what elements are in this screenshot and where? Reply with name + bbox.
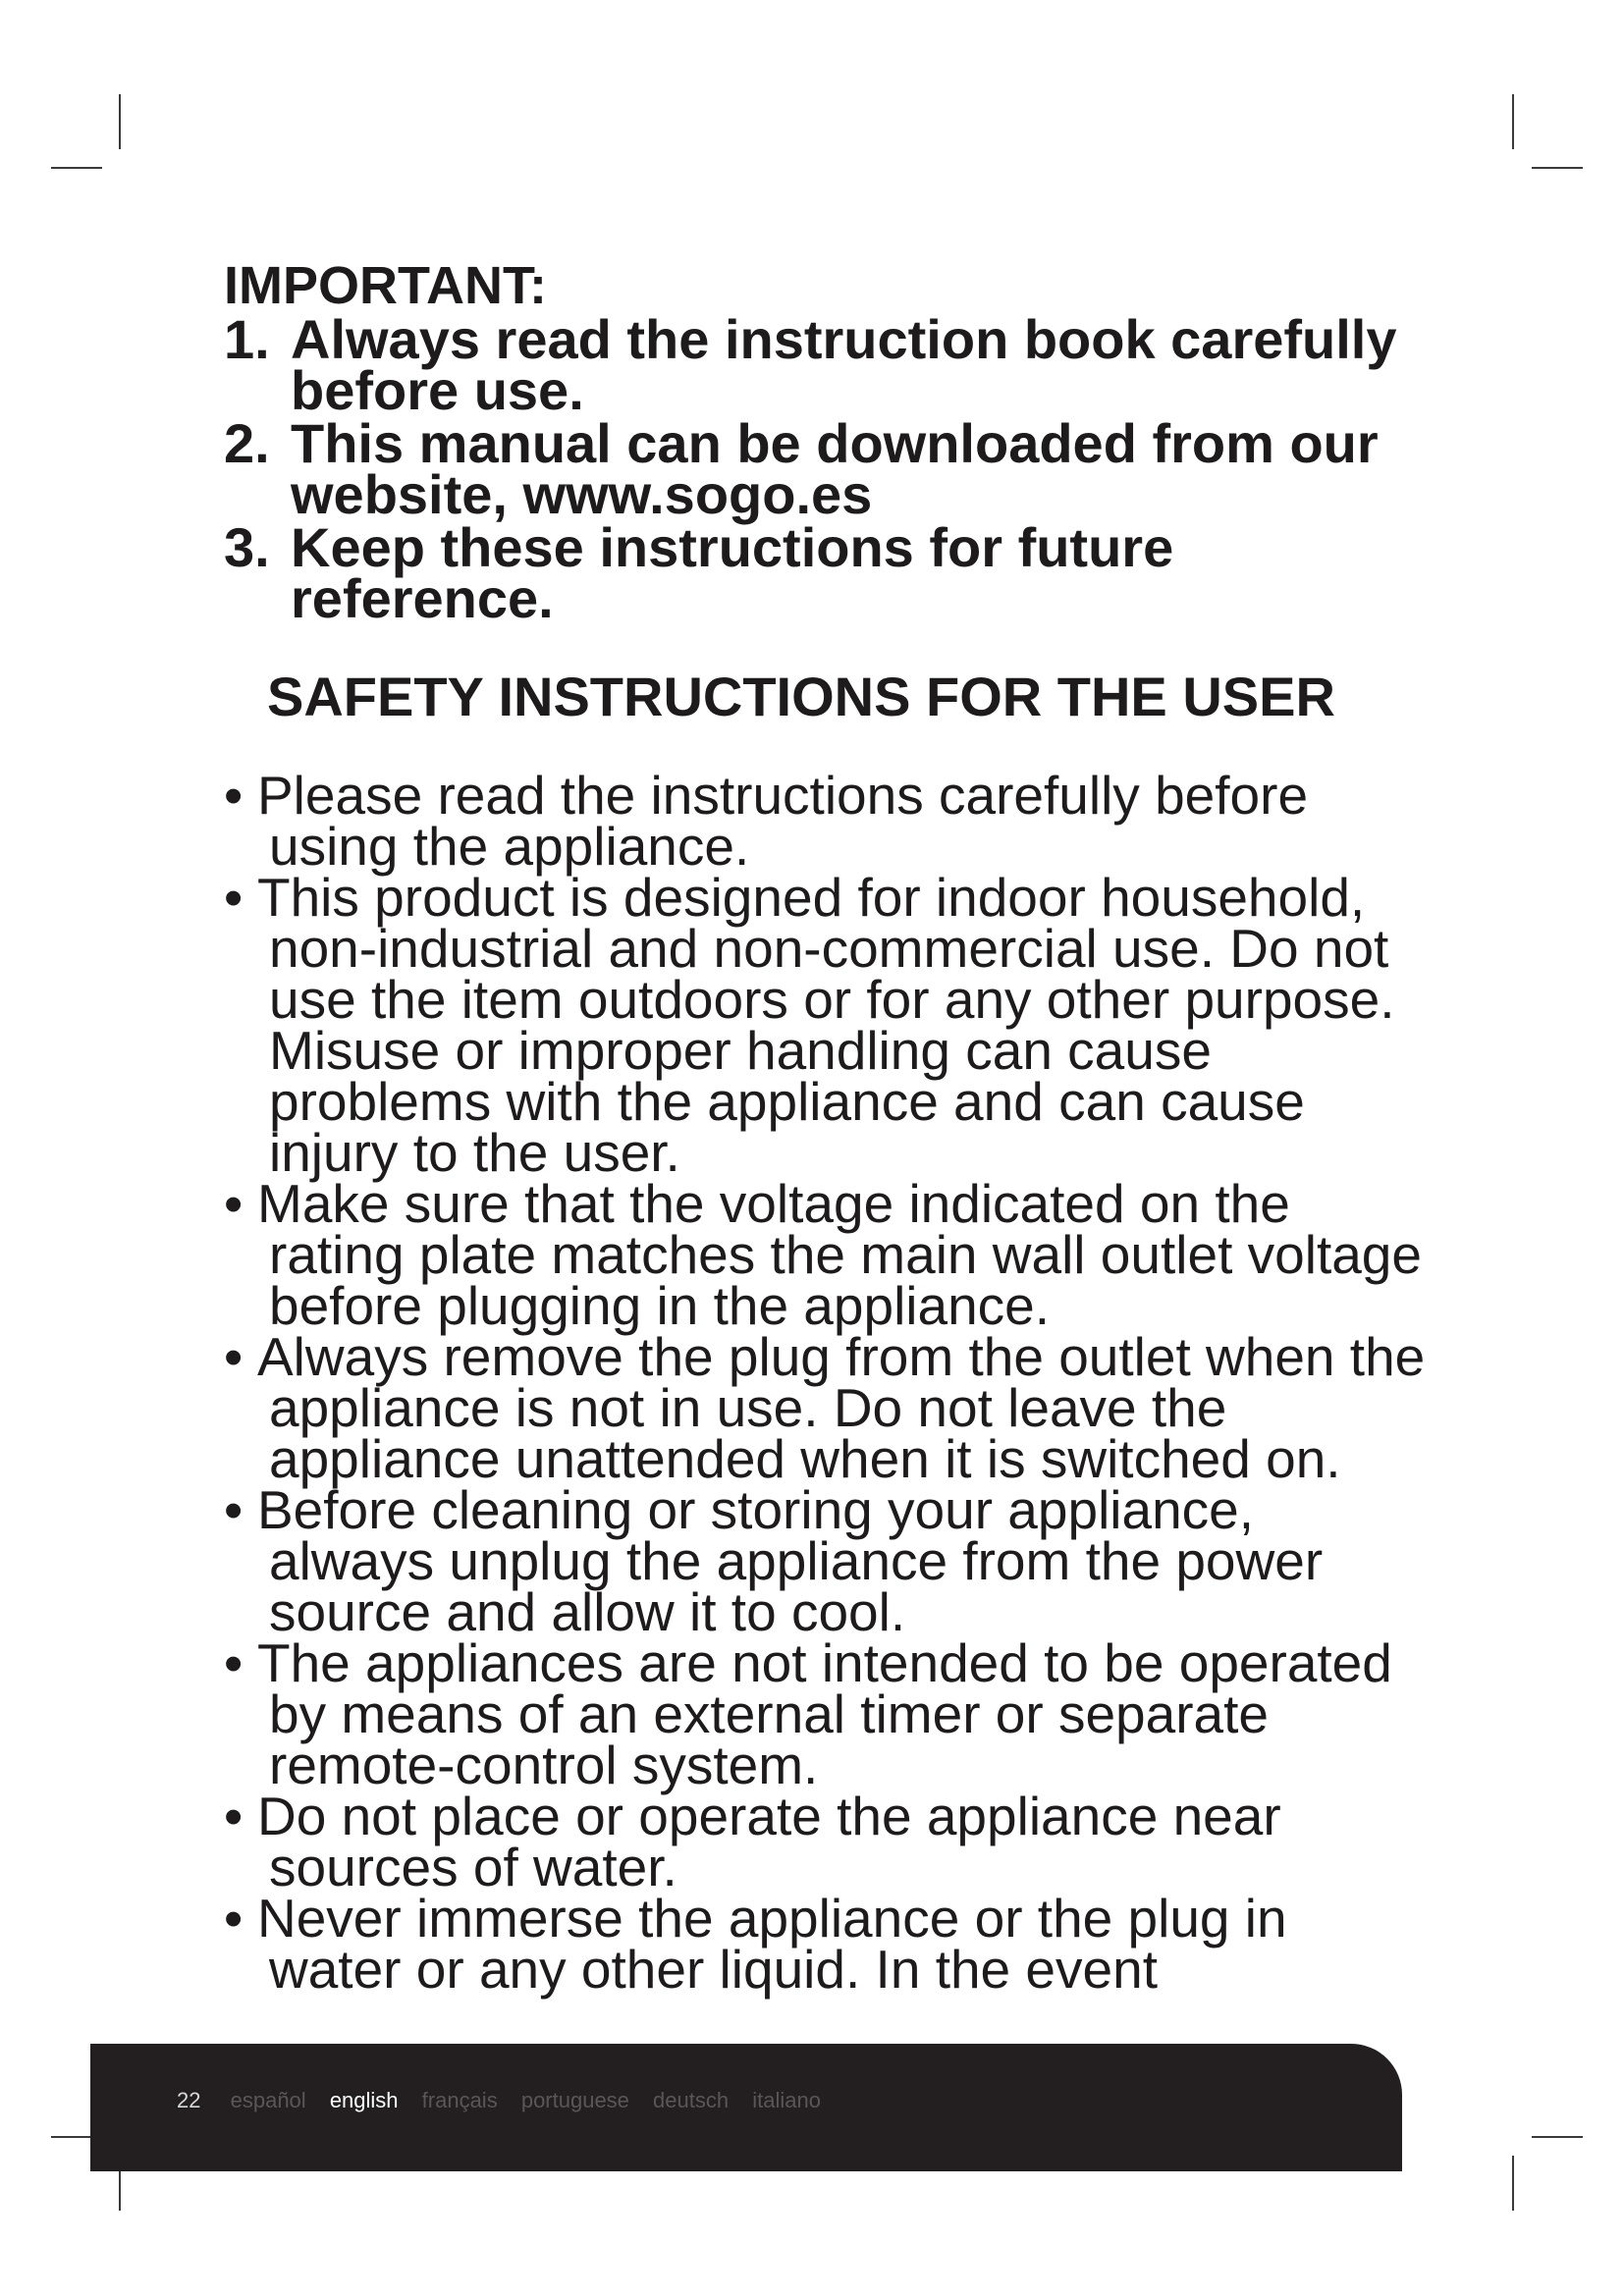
- bullet-dot-icon: •: [224, 867, 244, 928]
- bullet-dot-icon: •: [224, 1632, 244, 1693]
- language-tab-italiano: italiano: [752, 2088, 821, 2112]
- safety-bullet: [224, 1326, 1432, 1489]
- important-item-number: 3.: [224, 516, 270, 578]
- safety-bullet-text: Always remove the plug from the outlet when the appliance is not in use. Do not leave the appliance unattended when it is switched on.: [257, 1326, 1426, 1489]
- language-tab-portuguese: portuguese: [520, 2088, 629, 2112]
- safety-bullet: [224, 765, 1432, 877]
- language-tab-francais: français: [421, 2088, 498, 2112]
- language-tab-deutsch: deutsch: [653, 2088, 730, 2112]
- safety-bullet-text: Make sure that the voltage indicated on the rating plate matches the main wall outlet voltage before plugging in the appliance.: [257, 1173, 1422, 1336]
- safety-bullet: [224, 867, 1432, 1183]
- crop-mark-top-right-horizontal: [1532, 167, 1583, 169]
- safety-bullet: [224, 1632, 1432, 1795]
- bullet-dot-icon: •: [224, 1888, 244, 1949]
- safety-bullet-text: The appliances are not intended to be operated by means of an external timer or separate remote-control system.: [257, 1632, 1392, 1795]
- crop-mark-top-left-vertical: [119, 94, 121, 149]
- important-item-number: 2.: [224, 412, 270, 474]
- important-heading: IMPORTANT:: [224, 256, 547, 315]
- safety-bullet-text: This product is designed for indoor household, non-industrial and non-commercial use. Do not use the item outdoors or for any other purpose. Misuse or improper handling can cause problems with the appliance and can cause injury to the user.: [257, 867, 1395, 1183]
- safety-bullet-list: [224, 765, 1432, 2000]
- bullet-dot-icon: •: [224, 1173, 244, 1234]
- important-item: [224, 516, 1432, 629]
- safety-bullet-text: Never immerse the appliance or the plug in water or any other liquid. In the event: [257, 1888, 1287, 2000]
- page-number: 22: [177, 2088, 201, 2112]
- crop-mark-top-right-vertical: [1512, 94, 1514, 149]
- bullet-dot-icon: •: [224, 1479, 244, 1540]
- bullet-dot-icon: •: [224, 1786, 244, 1846]
- crop-mark-bottom-right-vertical: [1512, 2156, 1514, 2211]
- important-item-text: This manual can be downloaded from our website, www.sogo.es: [291, 412, 1379, 525]
- footer-band: [90, 2044, 1402, 2171]
- safety-bullet: [224, 1888, 1432, 2000]
- safety-bullet-text: Do not place or operate the appliance near sources of water.: [257, 1786, 1281, 1897]
- safety-heading: SAFETY INSTRUCTIONS FOR THE USER: [267, 666, 1335, 727]
- important-list: [224, 308, 1432, 629]
- crop-mark-top-left-horizontal: [51, 167, 102, 169]
- language-tab-english: english: [329, 2088, 399, 2112]
- important-item-text: Keep these instructions for future reference.: [291, 516, 1174, 629]
- language-tab-espanol: español: [230, 2088, 306, 2112]
- footer-row: [177, 2087, 839, 2114]
- safety-bullet-text: Please read the instructions carefully before using the appliance.: [257, 765, 1309, 877]
- crop-mark-bottom-right-horizontal: [1532, 2136, 1583, 2138]
- important-item-number: 1.: [224, 308, 270, 370]
- important-item: [224, 412, 1432, 525]
- important-item: [224, 308, 1432, 421]
- page-content: [224, 256, 1432, 2000]
- important-item-text: Always read the instruction book carefully before use.: [291, 308, 1397, 421]
- safety-bullet: [224, 1173, 1432, 1336]
- bullet-dot-icon: •: [224, 765, 244, 826]
- safety-bullet: [224, 1479, 1432, 1642]
- safety-bullet-text: Before cleaning or storing your appliance, always unplug the appliance from the power source and allow it to cool.: [257, 1479, 1324, 1642]
- bullet-dot-icon: •: [224, 1326, 244, 1387]
- safety-bullet: [224, 1786, 1432, 1897]
